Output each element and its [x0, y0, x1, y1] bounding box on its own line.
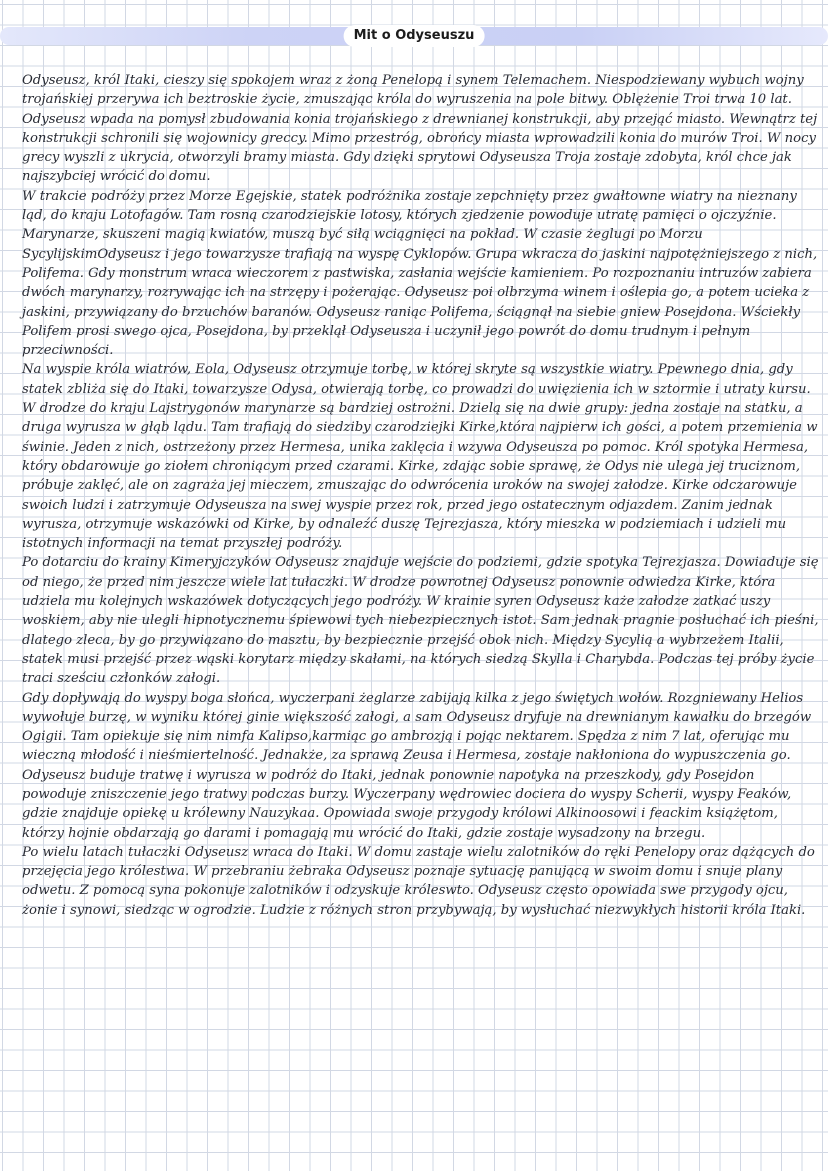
paragraph-aeolus-circe: Na wyspie króla wiatrów, Eola, Odyseusz otrzymuje torbę, w której skryte są wszystkie wiatry. Ppewnego dnia, gdy statek zbliża się do Itaki, towarzysze Odysa, otwierają torbę, co prowadzi do uwięzienia ich w sztormie i utraty kursu. W drodze do kraju Lajstrygonów marynarze są bardziej ostrożni. Dzielą się na dwie grupy: jedna zostaje na statku, a druga wyrusza w głąb lądu. Tam trafiają do siedziby czarodziejki Kirke,która najpierw ich gości, a potem przemienia w świnie. Jeden z nich, ostrzeżony przez Hermesa, unika zaklęcia i wzywa Odyseusza po pomoc. Król spotyka Hermesa, który obdarowuje go ziołem chroniącym przed czarami. Kirke, zdając sobie sprawę, że Odys nie ulega jej truciznom, próbuje zaklęć, ale on zagraża jej mieczem, zmuszając do odwrócenia uroków na swojej załodze. Kirke odczarowuje swoich ludzi i zatrzymuje Odyseusza na swej wyspie przez rok, przed jego ostatecznym odjazdem. Zanim jednak wyrusza, otrzymuje wskazówki od Kirke, by odnaleźć duszę Tejrezjasza, który mieszka w podziemiach i udzieli mu istotnych informacji na temat przyszłej podróży. — [22, 362, 818, 552]
page-title: Mit o Odyseuszu — [344, 25, 485, 47]
paragraph-helios-calypso: Gdy dopływają do wyspy boga słońca, wyczerpani żeglarze zabijają kilka z jego świętych wołów. Rozgniewany Helios wywołuje burzę, w wyniku której ginie większość załogi, a sam Odyseusz dryfuje na drewnianym kawałku do brzegów Ogigii. Tam opiekuje się nim nimfa Kalipso,karmiąc go ambrozją i pojąc nektarem. Spędza z nim 7 lat, oferując mu wieczną młodość i nieśmiertelność. Jednakże, za sprawą Zeusa i Hermesa, zostaje nakłoniona do wypuszczenia go. Odyseusz buduje tratwę i wyrusza w podróż do Itaki, jednak ponownie napotyka na przeszkody, gdy Posejdon powoduje zniszczenie jego tratwy podczas burzy. Wyczerpany wędrowiec dociera do wyspy Scherii, wyspy Feaków, gdzie znajduje opiekę u królewny Nauzykaa. Opowiada swoje przygody królowi Alkinoosowi i feackim książętom, którzy hojnie obdarzają go darami i pomagają mu wrócić do Itaki, gdzie zostaje wysadzony na brzegu. — [22, 690, 812, 841]
paragraph-underworld-sirens: Po dotarciu do krainy Kimeryjczyków Odyseusz znajduje wejście do podziemi, gdzie spotyka Tejrezjasza. Dowiaduje się od niego, że przed nim jeszcze wiele lat tułaczki. W drodze powrotnej Odyseusz ponownie odwiedza Kirke, która udziela mu kolejnych wskazówek dotyczących jego podróży. W krainie syren Odyseusz każe załodze zatkać uszy woskiem, aby nie ulegli hipnotycznemu śpiewowi tych niebezpiecznych istot. Sam jednak pragnie posłuchać ich pieśni, dlatego zleca, by go przywiązano do masztu, by bezpiecznie przejść obok nich. Między Sycylią a wybrzeżem Italii, statek musi przejść przez wąski korytarz między skałami, na których siedzą Skylla i Charybda. Podczas tej próby życie traci sześciu członków załogi. — [22, 555, 819, 687]
paragraph-lotophagi-cyclops: W trakcie podróży przez Morze Egejskie, statek podróżnika zostaje zepchnięty przez gwałtowne wiatry na nieznany ląd, do kraju Lotofagów. Tam rosną czarodziejskie lotosy, których zjedzenie powoduje utratę pamięci o ojczyźnie. Marynarze, skuszeni magią kwiatów, muszą być siłą wciągnięci na pokład. W czasie żeglugi po Morzu SycylijskimOdyseusz i jego towarzysze trafiają na wyspę Cyklopów. Grupa wkracza do jaskini najpotężniejszego z nich, Polifema. Gdy monstrum wraca wieczorem z pastwiska, zasłania wejście kamieniem. Po rozpoznaniu intruzów zabiera dwóch marynarzy, rozrywając ich na strzępy i pożerając. Odyseusz poi olbrzyma winem i oślepia go, a potem ucieka z jaskini, przywiązany do brzuchów baranów. Odyseusz raniąc Polifema, ściągnął na siebie gniew Posejdona. Wściekły Polifem prosi swego ojca, Posejdona, by przeklął Odyseusza i uczynił jego powrót do domu trudnym i pełnym przeciwności. — [22, 188, 818, 359]
paragraph-return-ithaca: Po wielu latach tułaczki Odyseusz wraca do Itaki. W domu zastaje wielu zalotników do ręki Penelopy oraz dążących do przejęcia jego królestwa. W przebraniu żebraka Odyseusz poznaje sytuację panującą w swoim domu i snuje plany odwetu. Z pomocą syna pokonuje zalotników i odzyskuje króleswto. Odyseusz często opowiada swe przygody ojcu, żonie i synowi, siedząc w ogrodzie. Ludzie z różnych stron przybywają, by wysłuchać niezwykłych historii króla Itaki. — [22, 844, 815, 918]
paragraph-intro-troy: Odyseusz, król Itaki, cieszy się spokojem wraz z żoną Penelopą i synem Telemachem. Niespodziewany wybuch wojny trojańskiej przerywa ich beztroskie życie, zmuszając króla do wyruszenia na pole bitwy. Oblężenie Troi trwa 10 lat. Odyseusz wpada na pomysł zbudowania konia trojańskiego z drewnianej konstrukcji, aby przejąć miasto. Wewnątrz tej konstrukcji schronili się wojownicy greccy. Mimo przestróg, obrońcy miasta wprowadzili konia do murów Troi. W nocy grecy wyszli z ukrycia, otworzyli bramy miasta. Gdy dzięki sprytowi Odyseusza Troja zostaje zdobyta, król chce jak najszybciej wrócić do domu. — [22, 73, 818, 185]
story-text — [22, 71, 822, 920]
